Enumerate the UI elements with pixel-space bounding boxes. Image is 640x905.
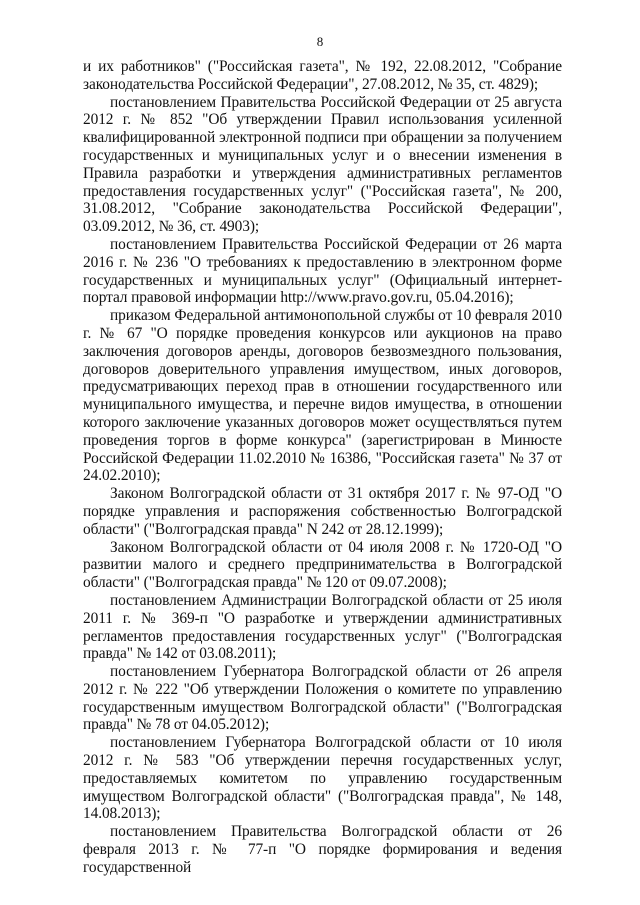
paragraph-administration-decree-369: постановлением Администрации Волгоградской области от 25 июля 2011 г. № 369-п "О разработке и утверждении административных регламентов предоставления государственных услуг" ("Волгоградская правда" № 142 от 03.08.2011); <box>83 591 562 663</box>
paragraph-governor-decree-583: постановлением Губернатора Волгоградской области от 10 июля 2012 г. № 583 "Об утверждении перечня государственных услуг, предоставляемых комитетом по управлению государственным имуществом Волгоградской области" ("Волгоградская правда", № 148, 14.08.2013); <box>83 734 562 823</box>
paragraph-regional-law-1720: Законом Волгоградской области от 04 июля 2008 г. № 1720-ОД "О развитии малого и среднего предпринимательства в Волгоградской области" ("Волгоградская правда" № 120 от 09.07.2008); <box>83 538 562 592</box>
paragraph-fas-order-67: приказом Федеральной антимонопольной службы от 10 февраля 2010 г. № 67 "О порядке проведения конкурсов или аукционов на право заключения договоров аренды, договоров безвозмездного пользования, договоров доверительного управления имуществом, иных договоров, предусматривающих переход прав в отношении государственного или муниципального имущества, и перечне видов имущества, в отношении которого заключение указанных договоров может осуществляться путем проведения торгов в форме конкурса" (зарегистрирован в Минюсте Российской Федерации 11.02.2010 № 16386, "Российская газета" № 37 от 24.02.2010); <box>83 307 562 485</box>
paragraph-government-decree-852: постановлением Правительства Российской Федерации от 25 августа 2012 г. № 852 "Об утверждении Правил использования усиленной квалифицированной электронной подписи при обращении за получением государственных и муниципальных услуг и о внесении изменения в Правила разработки и утверждения административных регламентов предоставления государственных услуг" ("Российская газета", № 200, 31.08.2012, "Собрание законодательства Российской Федерации", 03.09.2012, № 36, ст. 4903); <box>83 93 562 236</box>
paragraph-government-decree-77: постановлением Правительства Волгоградской области от 26 февраля 2013 г. № 77-п "О порядке формирования и ведения государственной <box>83 823 562 876</box>
paragraph-governor-decree-222: постановлением Губернатора Волгоградской области от 26 апреля 2012 г. № 222 "Об утверждении Положения о комитете по управлению государственным имуществом Волгоградской области" ("Волгоградская правда" № 78 от 04.05.2012); <box>83 663 562 734</box>
paragraph-continuation: и их работников" ("Российская газета", № 192, 22.08.2012, "Собрание законодательства Российской Федерации", 27.08.2012, № 35, ст. 4829); <box>83 58 562 93</box>
page-number: 8 <box>316 34 324 49</box>
document-body <box>83 58 562 877</box>
paragraph-regional-law-97: Законом Волгоградской области от 31 октября 2017 г. № 97-ОД "О порядке управления и распоряжения собственностью Волгоградской области" ("Волгоградская правда" N 242 от 28.12.1999); <box>83 485 562 538</box>
paragraph-government-decree-236: постановлением Правительства Российской Федерации от 26 марта 2016 г. № 236 "О требованиях к предоставлению в электронном форме государственных и муниципальных услуг" (Официальный интернет-портал правовой информации http://www.pravo.gov.ru, 05.04.2016); <box>83 235 562 307</box>
